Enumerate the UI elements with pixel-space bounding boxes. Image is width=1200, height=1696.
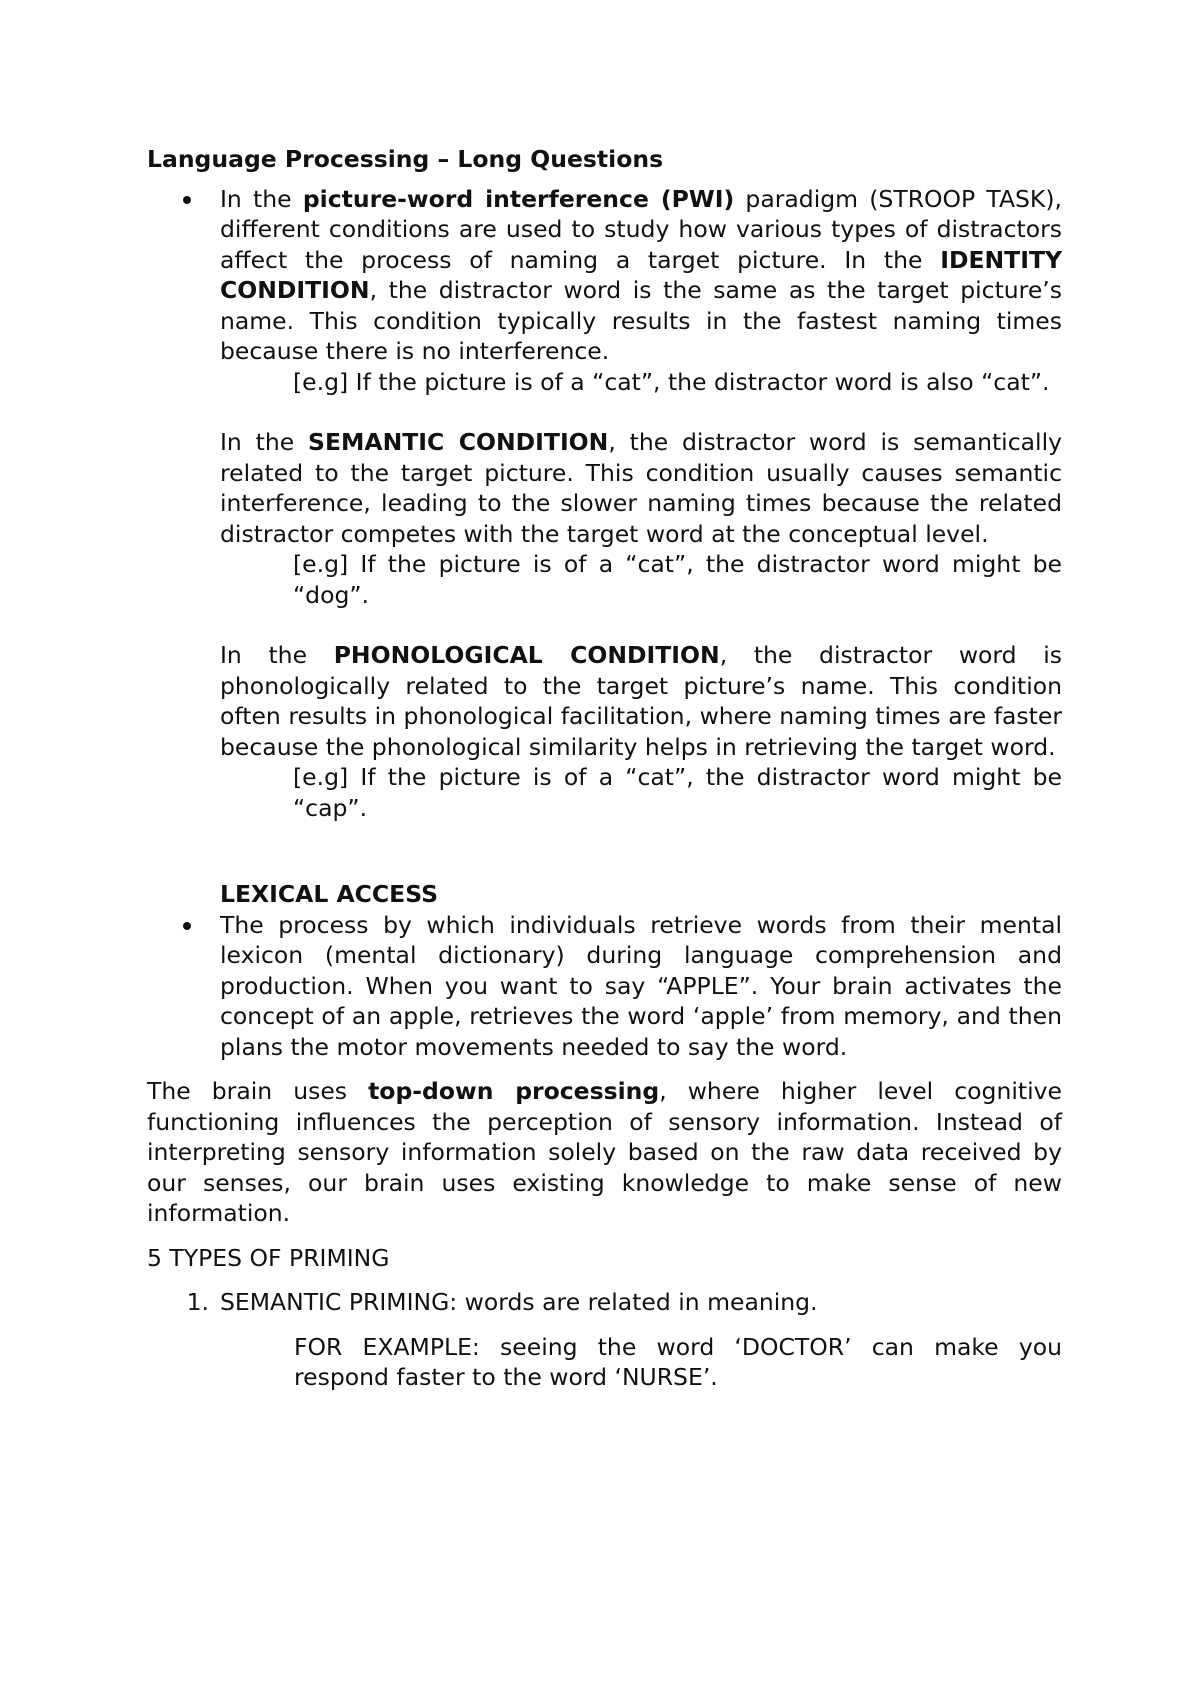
example-phonological: [e.g] If the picture is of a “cat”, the distractor word might be “cap”. xyxy=(293,763,1062,822)
bullet-icon xyxy=(183,196,191,204)
example-identity: [e.g] If the picture is of a “cat”, the distractor word is also “cat”. xyxy=(293,367,1050,396)
pwi-paragraph-identity xyxy=(220,184,1062,367)
lexical-bullet-item xyxy=(147,910,1062,1063)
term-top-down-processing: top-down processing xyxy=(368,1077,660,1105)
document-body xyxy=(147,144,1062,1393)
pwi-paragraph-semantic xyxy=(147,427,1062,549)
pwi-paragraph-phonological xyxy=(147,640,1062,762)
pwi-bullet-item xyxy=(147,184,1062,367)
text-run: , the distractor word is phonologically related to the target picture’s name. This condition often results in phonological facilitation, where naming times are faster because the phonological similarity helps in retrieving the target word. xyxy=(220,641,1063,761)
term-semantic-condition: SEMANTIC CONDITION xyxy=(308,428,609,456)
term-phonological-condition: PHONOLOGICAL CONDITION xyxy=(333,641,720,669)
priming-list-item-1 xyxy=(147,1287,1062,1318)
priming-heading: 5 TYPES OF PRIMING xyxy=(147,1243,390,1272)
priming-item-text: SEMANTIC PRIMING: words are related in meaning. xyxy=(220,1288,818,1316)
page-title: Language Processing – Long Questions xyxy=(147,145,664,173)
term-identity-condition: IDENTITY CONDITION xyxy=(220,245,1062,304)
text-run: In the xyxy=(220,184,303,213)
example-semantic: [e.g] If the picture is of a “cat”, the distractor word might be “dog”. xyxy=(293,550,1062,609)
text-run: The brain uses xyxy=(147,1077,369,1105)
top-down-paragraph xyxy=(147,1076,1062,1229)
term-pwi: picture-word interference (PWI) xyxy=(302,184,735,213)
text-run: , where higher level cognitive functioning influences the perception of sensory information. Instead of interpreting sensory information solely based on the raw data received by our senses, our brain uses existing knowledge to make sense of new information. xyxy=(147,1077,1062,1227)
text-run: In the xyxy=(220,428,309,456)
text-run: paradigm (STROOP TASK), different conditions are used to study how various types of distractors affect the process of naming a target picture. In the xyxy=(220,184,1062,274)
priming-item-example: FOR EXAMPLE: seeing the word ‘DOCTOR’ can make you respond faster to the word ‘NURSE’. xyxy=(294,1332,1062,1391)
lexical-access-heading xyxy=(147,879,1062,910)
section-heading: LEXICAL ACCESS xyxy=(220,880,439,908)
text-run: In the xyxy=(220,641,334,669)
text-run: , the distractor word is the same as the target picture’s name. This condition typically results in the fastest naming times because there is no interference. xyxy=(220,276,1062,365)
text-run: , the distractor word is semantically related to the target picture. This condition usually causes semantic interference, leading to the slower naming times because the related distractor competes with the target word at the conceptual level. xyxy=(220,428,1063,548)
lexical-access-text: The process by which individuals retrieve words from their mental lexicon (mental dictionary) during language comprehension and production. When you want to say “APPLE”. Your brain activates the concept of an apple, retrieves the word ‘apple’ from memory, and then plans the motor movements needed to say the word. xyxy=(220,910,1062,1061)
list-number: 1. xyxy=(186,1288,209,1316)
bullet-icon xyxy=(183,922,191,930)
